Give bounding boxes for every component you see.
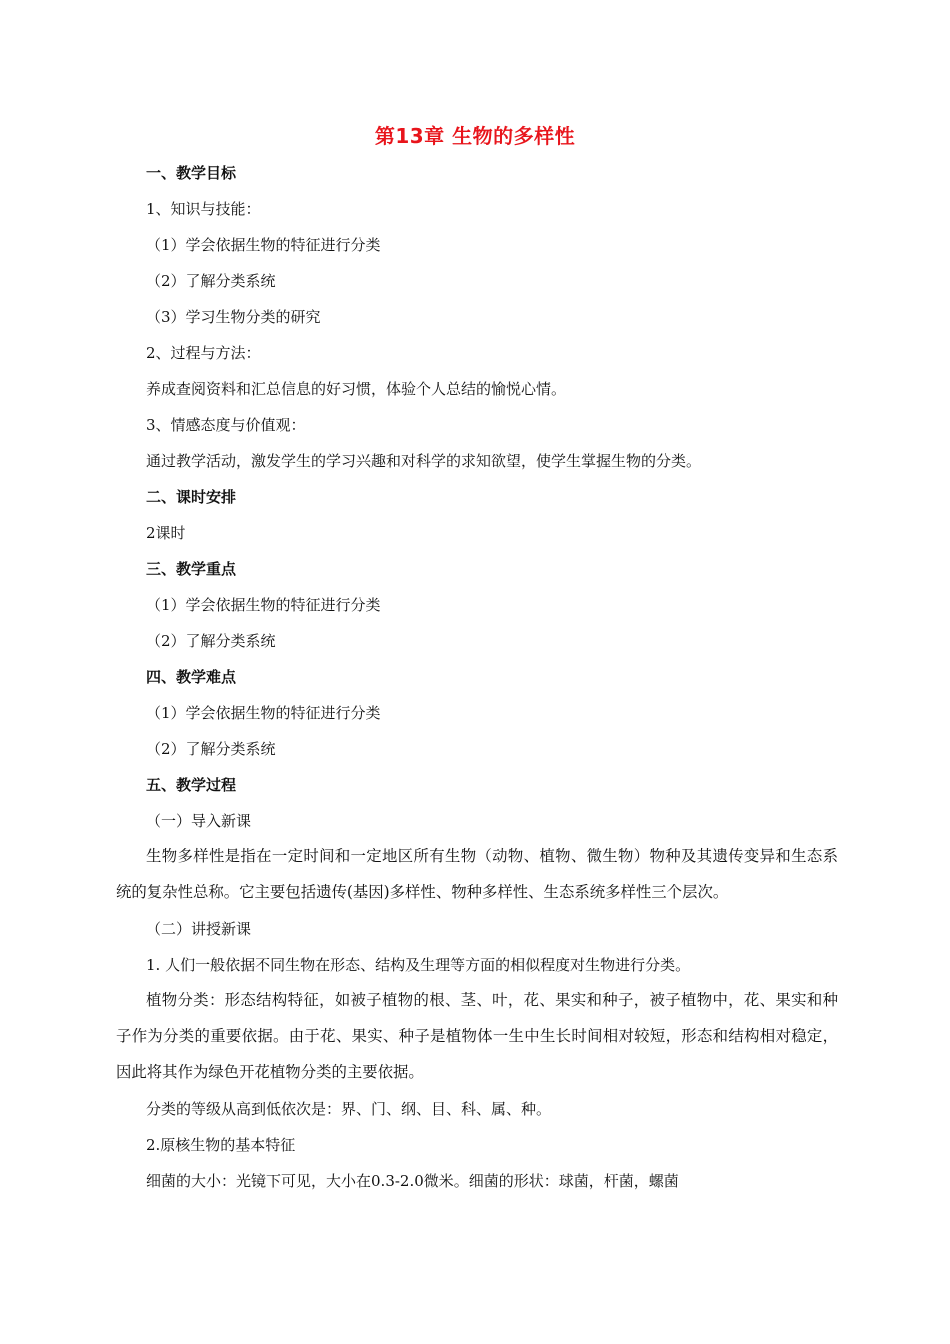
- subheading-prokaryote: 2.原核生物的基本特征: [146, 1136, 296, 1154]
- subheading-new-lesson: （二）讲授新课: [146, 920, 252, 938]
- objective-item: （2）了解分类系统: [146, 272, 276, 290]
- heading-teaching-process: 五、教学过程: [146, 776, 237, 794]
- subheading-process-method: 2、过程与方法：: [146, 344, 261, 362]
- key-point-item: （2）了解分类系统: [146, 632, 276, 650]
- body-text: 分类的等级从高到低依次是：界、门、纲、目、科、属、种。: [146, 1100, 552, 1118]
- body-text: 通过教学活动，激发学生的学习兴趣和对科学的求知欲望，使学生掌握生物的分类。: [146, 452, 702, 470]
- body-text: 2课时: [146, 524, 186, 542]
- paragraph-plant-classification: 植物分类：形态结构特征，如被子植物的根、茎、叶，花、果实和种子，被子植物中，花、果实和种子作为分类的重要依据。由于花、果实、种子是植物体一生中生长时间相对较短，形态和结构相对稳定，因此将其作为绿色开花植物分类的主要依据。: [116, 991, 838, 1081]
- body-text: 养成查阅资料和汇总信息的好习惯，体验个人总结的愉悦心情。: [146, 380, 567, 398]
- body-text: 细菌的大小：光镜下可见，大小在0.3-2.0微米。细菌的形状：球菌，杆菌，螺菌: [146, 1172, 679, 1190]
- paragraph-biodiversity: 生物多样性是指在一定时间和一定地区所有生物（动物、植物、微生物）物种及其遗传变异和生态系统的复杂性总称。它主要包括遗传(基因)多样性、物种多样性、生态系统多样性三个层次。: [116, 847, 838, 901]
- heading-teaching-objectives: 一、教学目标: [146, 164, 237, 182]
- heading-key-points: 三、教学重点: [146, 560, 237, 578]
- objective-item: （1）学会依据生物的特征进行分类: [146, 236, 381, 254]
- key-point-item: （1）学会依据生物的特征进行分类: [146, 596, 381, 614]
- subheading-emotion-values: 3、情感态度与价值观：: [146, 416, 306, 434]
- subheading-introduction: （一）导入新课: [146, 812, 252, 830]
- objective-item: （3）学习生物分类的研究: [146, 308, 321, 326]
- difficult-point-item: （2）了解分类系统: [146, 740, 276, 758]
- subheading-knowledge-skills: 1、知识与技能：: [146, 200, 261, 218]
- difficult-point-item: （1）学会依据生物的特征进行分类: [146, 704, 381, 722]
- heading-class-hours: 二、课时安排: [146, 488, 237, 506]
- body-text: 1. 人们一般依据不同生物在形态、结构及生理等方面的相似程度对生物进行分类。: [146, 956, 691, 974]
- heading-difficult-points: 四、教学难点: [146, 668, 237, 686]
- chapter-title: 第13章 生物的多样性: [374, 124, 576, 148]
